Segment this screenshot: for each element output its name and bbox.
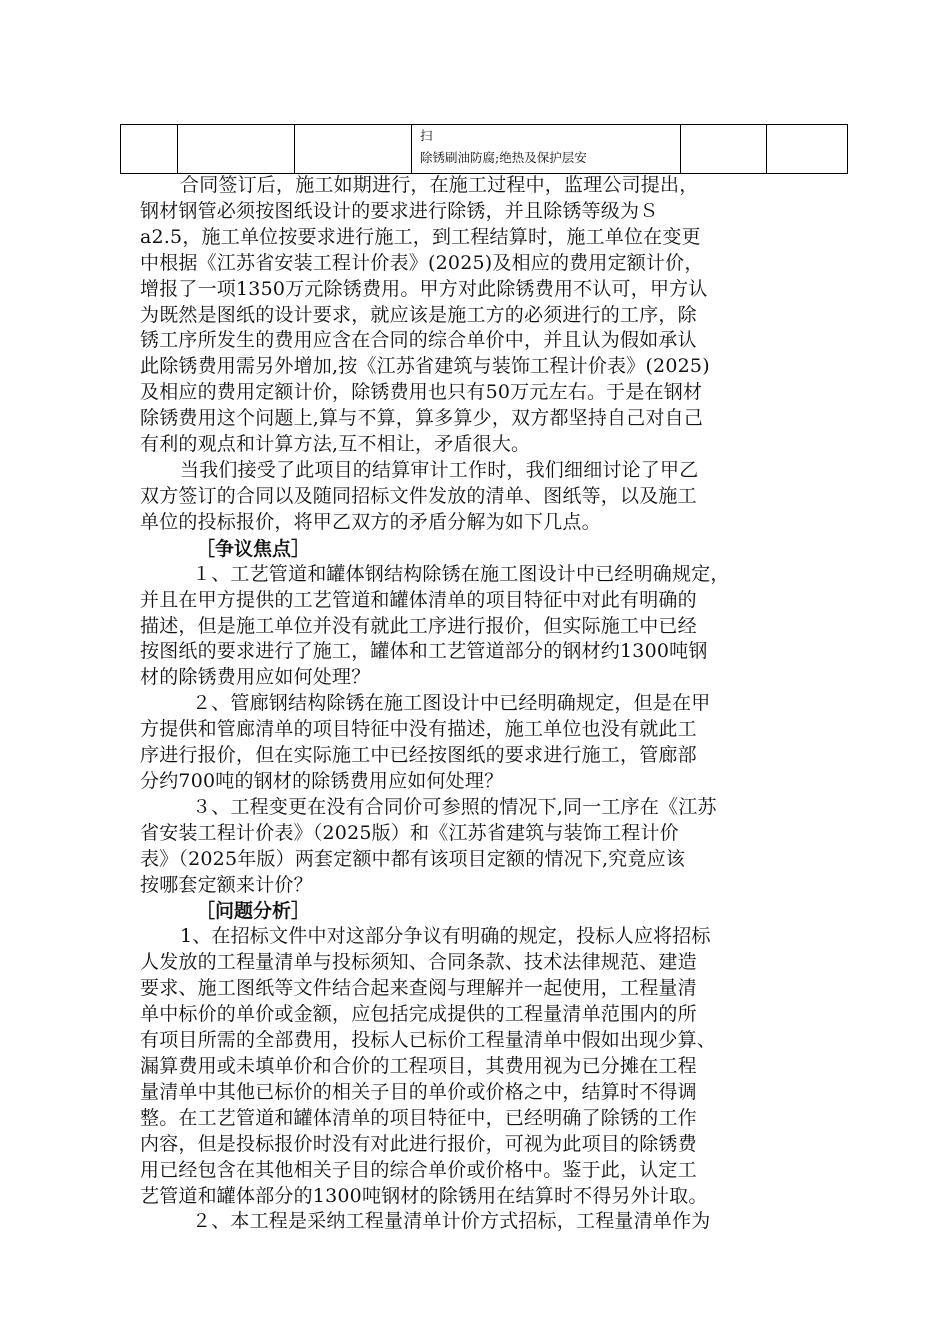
paragraph-analysis-1 bbox=[140, 924, 820, 1209]
text-line: 漏算费用或未填单价和合价的工程项目，其费用视为已分摊在工程 bbox=[140, 1055, 697, 1077]
table-fragment bbox=[120, 124, 848, 174]
cell-text: 除锈刷油防腐;绝热及保护层安 bbox=[420, 150, 587, 165]
text-line: 单位的投标报价，将甲乙双方的矛盾分解为如下几点。 bbox=[140, 510, 601, 533]
paragraph-point-1 bbox=[140, 562, 820, 692]
paragraph-point-3 bbox=[140, 795, 820, 899]
text-line: ２、管廊钢结构除锈在施工图设计中已经明确规定，但是在甲 bbox=[192, 692, 711, 715]
text-line: 单中标价的单价或金额，应包括完成提供的工程量清单范围内的所 bbox=[140, 1003, 697, 1026]
text-line: 此除锈费用需另外增加,按《江苏省建筑与装饰工程计价表》(2025) bbox=[140, 355, 710, 378]
paragraph-contract bbox=[140, 173, 820, 458]
text-line: 序进行报价，但在实际施工中已经按图纸的要求进行施工，管廊部 bbox=[140, 744, 697, 767]
document-body bbox=[140, 173, 820, 1235]
text-line: 按图纸的要求进行了施工，罐体和工艺管道部分的钢材约1300吨钢 bbox=[140, 640, 708, 663]
text-line: 整。在工艺管道和罐体清单的项目特征中，已经明确了除锈的工作 bbox=[140, 1106, 697, 1129]
table-row bbox=[121, 125, 848, 174]
table-cell-content bbox=[412, 125, 681, 174]
text-line: 为既然是图纸的设计要求，就应该是施工方的必须进行的工序，除 bbox=[140, 303, 697, 326]
text-line: 双方签订的合同以及随同招标文件发放的清单、图纸等，以及施工 bbox=[140, 484, 697, 507]
text-line: 按哪套定额来计价？ bbox=[140, 873, 313, 896]
text-line: １、工艺管道和罐体钢结构除锈在施工图设计中已经明确规定， bbox=[192, 562, 730, 585]
table-cell bbox=[767, 125, 848, 174]
paragraph-audit bbox=[140, 458, 820, 536]
text-line: 方提供和管廊清单的项目特征中没有描述，施工单位也没有就此工 bbox=[140, 718, 697, 741]
text-line: 量清单中其他已标价的相关子目的单价或价格之中，结算时不得调 bbox=[140, 1080, 697, 1103]
text-line: 中根据《江苏省安装工程计价表》(2025)及相应的费用定额计价， bbox=[140, 251, 704, 274]
text-line: 要求、施工图纸等文件结合起来查阅与理解并一起使用，工程量清 bbox=[140, 977, 697, 1000]
text-line: ２、本工程是采纳工程量清单计价方式招标，工程量清单作为 bbox=[192, 1210, 711, 1233]
section-heading-analysis: ［问题分析］ bbox=[196, 900, 311, 923]
text-line: 省安装工程计价表》（2025版）和《江苏省建筑与装饰工程计价 bbox=[140, 821, 679, 844]
table-cell bbox=[295, 125, 412, 174]
text-line: 有项目所需的全部费用，投标人已标价工程量清单中假如出现少算、 bbox=[140, 1029, 717, 1052]
text-line: ３、工程变更在没有合同价可参照的情况下,同一工序在《江苏 bbox=[192, 795, 717, 818]
text-line: 当我们接受了此项目的结算审计工作时，我们细细讨论了甲乙 bbox=[180, 458, 699, 481]
text-line: 分约700吨的钢材的除锈费用应如何处理？ bbox=[140, 769, 504, 792]
table-cell bbox=[121, 125, 178, 174]
text-line: 并且在甲方提供的工艺管道和罐体清单的项目特征中对此有明确的 bbox=[140, 588, 697, 611]
paragraph-point-2 bbox=[140, 691, 820, 795]
text-line: a2.5，施工单位按要求进行施工，到工程结算时，施工单位在变更 bbox=[140, 225, 701, 248]
text-line: 内容，但是投标报价时没有对此进行报价，可视为此项目的除锈费 bbox=[140, 1132, 697, 1155]
text-line: 材的除锈费用应如何处理？ bbox=[140, 666, 371, 689]
text-line: 艺管道和罐体部分的1300吨钢材的除锈用在结算时不得另外计取。 bbox=[140, 1184, 708, 1207]
table-cell bbox=[681, 125, 767, 174]
text-line: 人发放的工程量清单与投标须知、合同条款、技术法律规范、建造 bbox=[140, 951, 697, 974]
text-line: 除锈费用这个问题上,算与不算，算多算少，双方都坚持自己对自己 bbox=[140, 407, 704, 430]
text-line: 有利的观点和计算方法,互不相让，矛盾很大。 bbox=[140, 433, 531, 456]
cell-text: 扫 bbox=[420, 128, 433, 143]
text-line: 用已经包含在其他相关子目的综合单价或价格中。鉴于此，认定工 bbox=[140, 1158, 697, 1181]
section-heading-dispute: ［争议焦点］ bbox=[196, 537, 311, 560]
text-line: 描述，但是施工单位并没有就此工序进行报价，但实际施工中已经 bbox=[140, 614, 697, 637]
paragraph-analysis-2 bbox=[140, 1209, 820, 1235]
text-line: 增报了一项1350万元除锈费用。甲方对此除锈费用不认可，甲方认 bbox=[140, 277, 708, 300]
text-line: 表》（2025年版）两套定额中都有该项目定额的情况下,究竟应该 bbox=[140, 847, 686, 870]
text-line: 钢材钢管必须按图纸设计的要求进行除锈，并且除锈等级为Ｓ bbox=[140, 199, 659, 222]
text-line: 1、在招标文件中对这部分争议有明确的规定，投标人应将招标 bbox=[180, 925, 711, 948]
table-cell bbox=[178, 125, 295, 174]
text-line: 及相应的费用定额计价，除锈费用也只有50万元左右。于是在钢材 bbox=[140, 381, 703, 404]
text-line: 合同签订后，施工如期进行，在施工过程中，监理公司提出， bbox=[180, 174, 699, 196]
text-line: 锈工序所发生的费用应含在合同的综合单价中，并且认为假如承认 bbox=[140, 329, 697, 352]
